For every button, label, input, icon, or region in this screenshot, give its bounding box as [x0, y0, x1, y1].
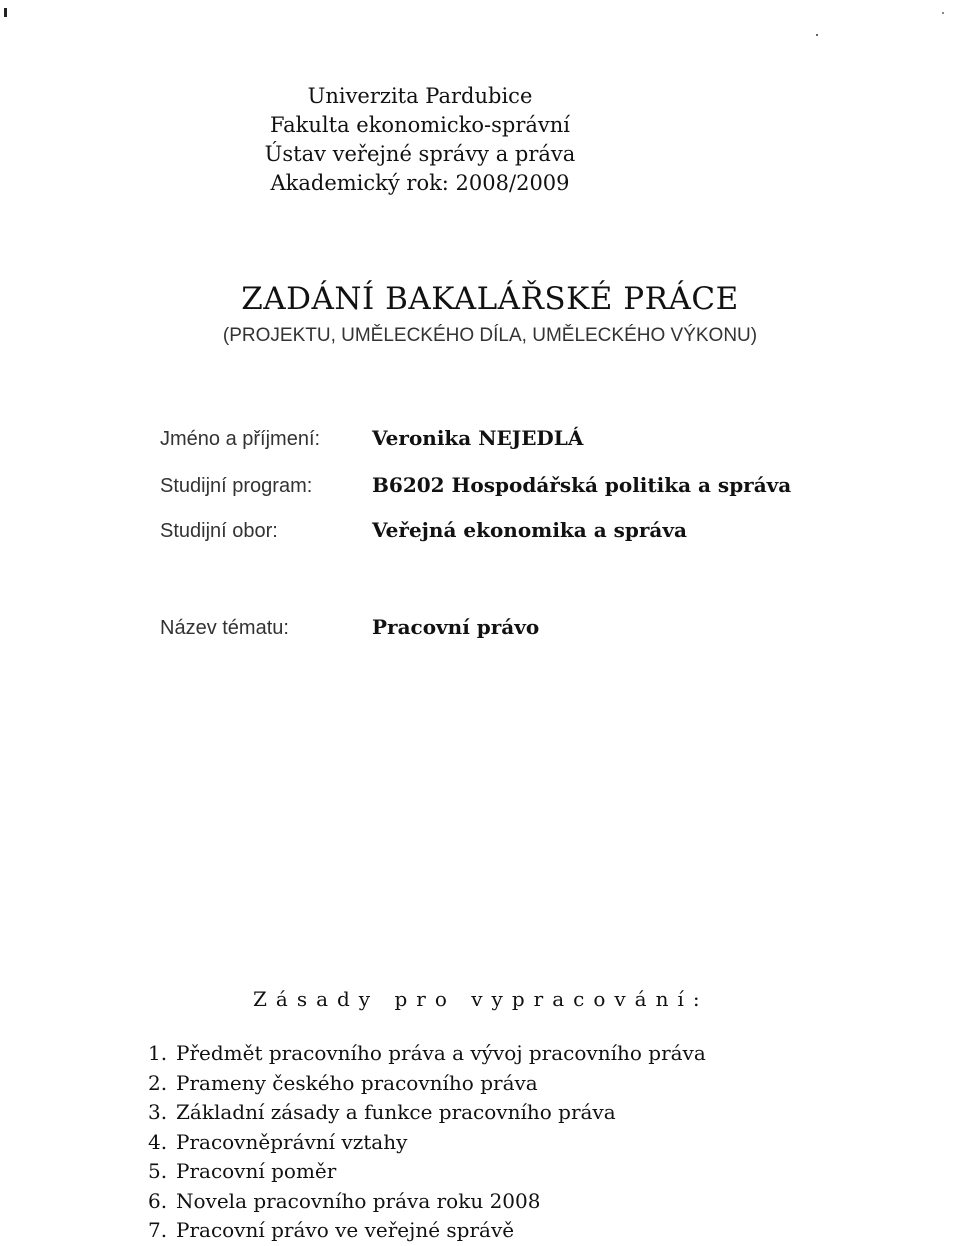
program-value: B6202 Hospodářská politika a správa: [372, 473, 792, 497]
list-item-number: 5.: [148, 1159, 168, 1183]
topic-value: Pracovní právo: [372, 615, 540, 639]
list-item-number: 3.: [148, 1100, 168, 1124]
list-item: [148, 1216, 908, 1246]
list-item-number: 4.: [148, 1129, 168, 1154]
list-item: [148, 1098, 908, 1128]
document-header: [210, 82, 630, 198]
list-item-number: 7.: [148, 1218, 168, 1242]
institute-name: Ústav veřejné správy a práva: [264, 142, 576, 166]
list-item: [148, 1039, 908, 1069]
list-item-text: Předmět pracovního práva a vývoj pracovního práva: [176, 1041, 706, 1065]
scan-artifact: [816, 34, 818, 36]
field-value: Veřejná ekonomika a správa: [372, 518, 687, 542]
field-label: Studijní obor:: [160, 520, 278, 542]
name-label: Jméno a příjmení:: [160, 428, 321, 450]
academic-year: Akademický rok: 2008/2009: [270, 171, 570, 195]
list-item-text: Základní zásady a funkce pracovního práva: [176, 1100, 616, 1124]
principles-heading: Zásady pro vypracování:: [253, 987, 709, 1011]
list-item: [148, 1069, 908, 1099]
topic-label: Název tématu:: [160, 617, 289, 639]
list-item-number: 1.: [148, 1041, 168, 1065]
document-title: ZADÁNÍ BAKALÁŘSKÉ PRÁCE: [241, 281, 739, 317]
university-name: Univerzita Pardubice: [307, 84, 533, 108]
list-item-number: 6.: [148, 1188, 168, 1213]
list-item-text: Novela pracovního práva roku 2008: [176, 1188, 541, 1213]
name-value: Veronika NEJEDLÁ: [372, 426, 584, 450]
info-row-field: [160, 516, 687, 545]
info-row-program: [160, 471, 791, 500]
document-subtitle: (PROJEKTU, UMĚLECKÉHO DÍLA, UMĚLECKÉHO VÝKONU): [222, 325, 758, 346]
list-item-text: Pracovní právo ve veřejné správě: [176, 1218, 515, 1242]
faculty-name: Fakulta ekonomicko-správní: [270, 113, 570, 137]
list-item: [148, 1128, 908, 1158]
program-label: Studijní program:: [160, 475, 313, 497]
list-item-number: 2.: [148, 1070, 168, 1095]
topics-list: [148, 1039, 908, 1246]
scan-artifact: [4, 8, 7, 17]
info-row-topic: [160, 613, 539, 642]
list-item-text: Prameny českého pracovního práva: [176, 1070, 538, 1095]
list-item: [148, 1187, 908, 1217]
list-item-text: Pracovní poměr: [176, 1159, 337, 1183]
info-row-name: [160, 424, 583, 453]
list-item-text: Pracovněprávní vztahy: [176, 1129, 408, 1154]
scan-artifact: [942, 12, 944, 14]
list-item: [148, 1157, 908, 1187]
